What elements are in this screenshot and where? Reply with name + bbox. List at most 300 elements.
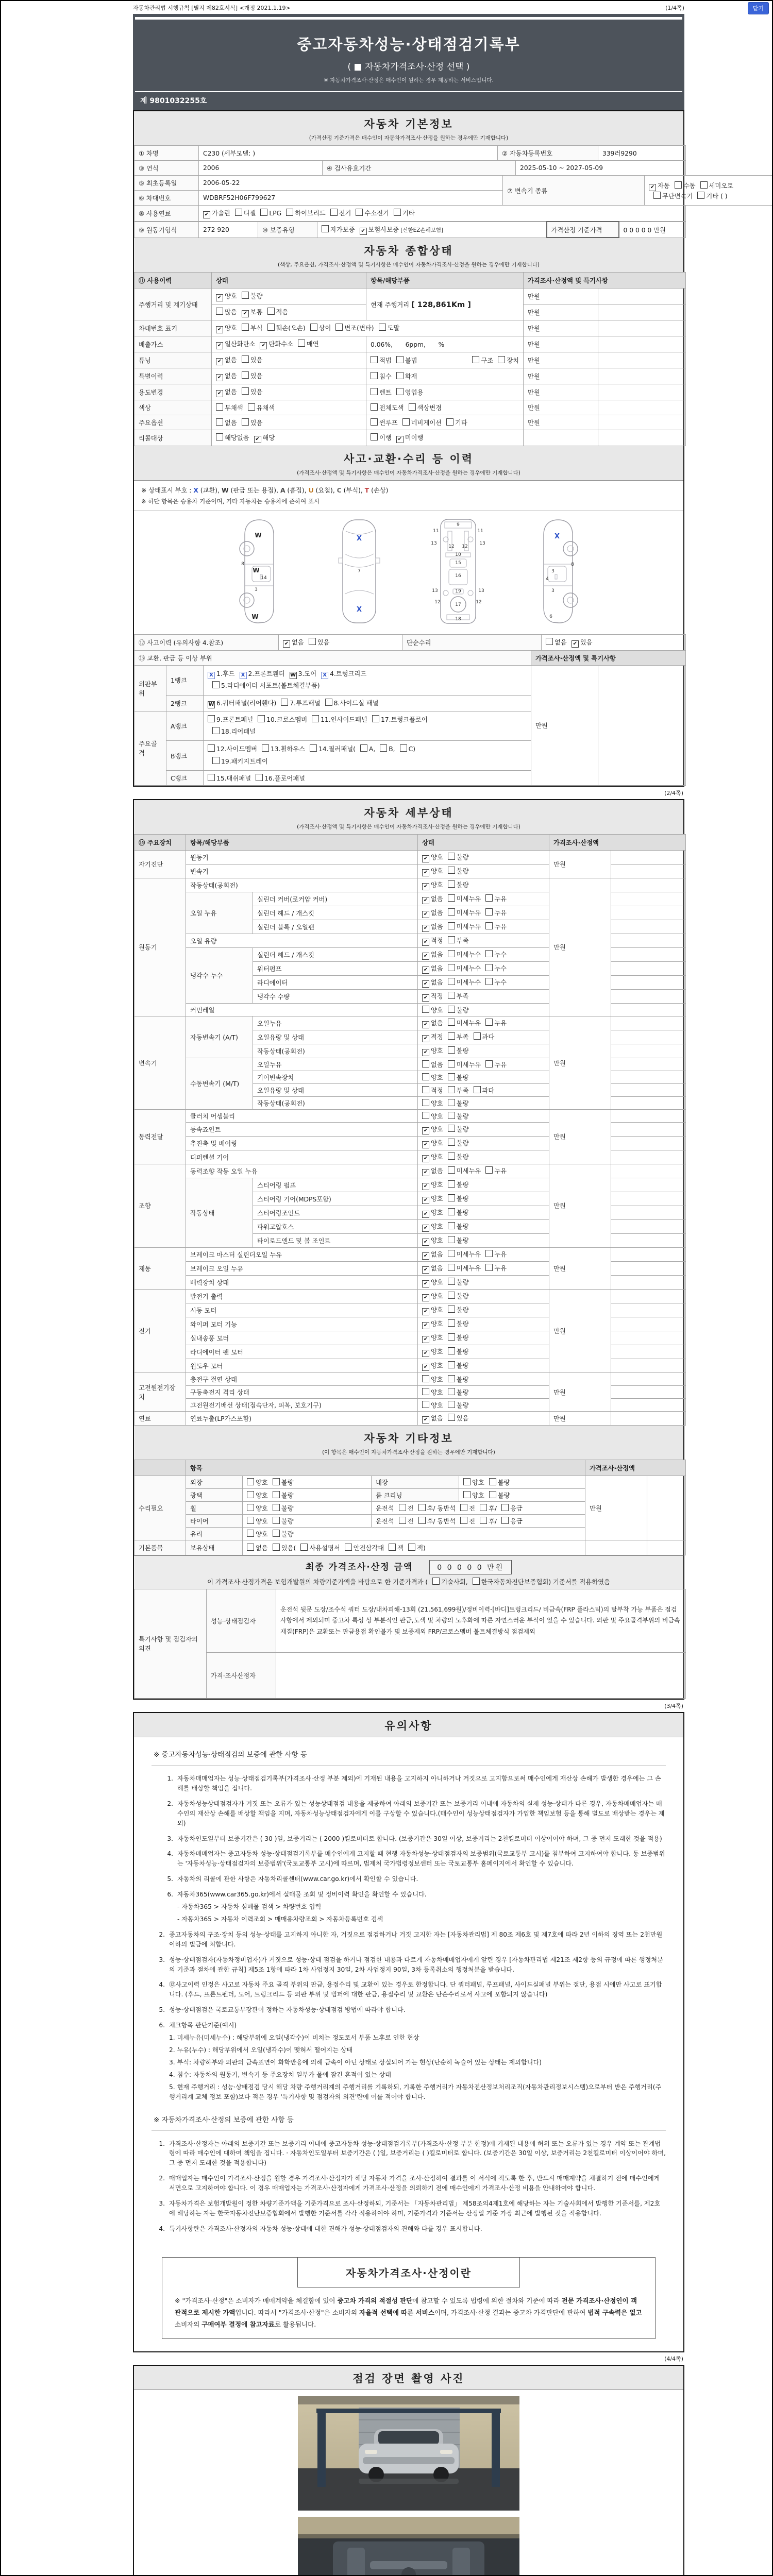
checkbox[interactable]	[247, 1504, 254, 1511]
checkbox[interactable]	[448, 1401, 455, 1408]
remark-cell	[611, 1192, 686, 1206]
checkbox[interactable]	[448, 1019, 455, 1026]
state-options	[418, 1096, 549, 1109]
checkbox[interactable]	[242, 387, 249, 395]
checkbox[interactable]	[422, 1112, 429, 1119]
checkbox[interactable]	[448, 1347, 455, 1354]
checkbox[interactable]: ✔	[216, 326, 223, 333]
checkbox[interactable]	[448, 1388, 455, 1395]
checkbox[interactable]: ✔	[396, 436, 404, 443]
checkbox[interactable]	[448, 1236, 455, 1243]
checkbox-label: 한국자동차진단보증협회	[481, 1578, 549, 1586]
checkbox[interactable]: ✔	[572, 640, 579, 648]
checkbox[interactable]	[208, 715, 215, 722]
checkbox[interactable]	[380, 744, 387, 752]
checkbox[interactable]	[485, 922, 493, 929]
checkbox[interactable]	[389, 1544, 396, 1551]
state-options	[418, 1136, 549, 1150]
checkbox[interactable]	[262, 744, 269, 752]
checkbox[interactable]	[256, 774, 263, 781]
checkbox[interactable]: ✔	[422, 1049, 429, 1056]
notice-item	[160, 1834, 666, 1844]
checkbox[interactable]	[501, 1517, 509, 1524]
glass-label: 유리	[186, 1527, 243, 1540]
checkbox[interactable]: X	[208, 672, 215, 679]
checkbox[interactable]	[448, 1306, 455, 1313]
checkbox[interactable]: ✔	[422, 1294, 429, 1301]
checkbox[interactable]	[480, 1517, 487, 1524]
checkbox[interactable]	[216, 433, 223, 440]
checkbox[interactable]	[409, 403, 416, 411]
checkbox[interactable]	[446, 418, 453, 426]
checkbox[interactable]	[489, 1478, 496, 1485]
checkbox[interactable]	[474, 1032, 481, 1040]
checkbox[interactable]	[372, 715, 379, 722]
checkbox[interactable]	[273, 1544, 280, 1551]
checkbox[interactable]	[489, 1491, 496, 1498]
checkbox[interactable]	[247, 1491, 254, 1498]
item-label: 기어변속장치	[253, 1071, 418, 1083]
checkbox[interactable]	[448, 908, 455, 916]
checkbox[interactable]	[653, 192, 661, 199]
checkbox[interactable]	[463, 1478, 470, 1485]
checkbox[interactable]	[281, 699, 288, 706]
item-label: 작동상태(공회전)	[186, 878, 418, 892]
checkbox[interactable]	[242, 355, 249, 363]
item-label: 고전원전기배선 상태(접속단자, 피복, 보호기구)	[186, 1398, 418, 1411]
checkbox[interactable]	[448, 1073, 455, 1080]
checkbox[interactable]	[335, 324, 343, 331]
checkbox[interactable]	[448, 1208, 455, 1215]
checkbox[interactable]: ✔	[422, 994, 429, 1002]
checkbox[interactable]	[448, 1060, 455, 1067]
checkbox[interactable]	[485, 1019, 493, 1026]
checkbox[interactable]	[242, 292, 249, 299]
checkbox[interactable]	[448, 1153, 455, 1160]
checkbox[interactable]: ✔	[422, 855, 429, 862]
section-note: (가격조사·산정액 및 특기사항은 매수인이 자동차가격조사·산정을 원하는 경우에만 기재합니다)	[297, 823, 520, 830]
checkbox[interactable]	[448, 1032, 455, 1040]
checkbox[interactable]	[422, 1375, 429, 1382]
checkbox[interactable]: ✔	[260, 342, 267, 349]
checkbox[interactable]	[448, 1180, 455, 1188]
checkbox[interactable]	[448, 1006, 455, 1013]
checkbox-label: 양호	[431, 1348, 443, 1355]
checkbox-label: 후	[427, 1504, 433, 1512]
notice-item-number: 2.	[159, 2175, 165, 2182]
checkbox[interactable]	[448, 950, 455, 957]
warranty-options	[317, 222, 547, 238]
checkbox[interactable]	[273, 1478, 280, 1485]
title-divider	[135, 17, 682, 20]
detail-row	[135, 1289, 686, 1303]
checkbox[interactable]	[448, 1112, 455, 1119]
diagram-mark: 11	[433, 528, 439, 534]
checkbox[interactable]	[273, 1491, 280, 1498]
checkbox[interactable]	[448, 1292, 455, 1299]
checkbox[interactable]	[396, 356, 404, 363]
checkbox[interactable]	[432, 1578, 440, 1585]
checkbox[interactable]	[472, 356, 479, 363]
main-option-detail	[366, 415, 524, 430]
checkbox[interactable]: ✔	[422, 883, 429, 890]
checkbox-label: 불량	[281, 1530, 294, 1538]
checkbox[interactable]	[485, 1166, 493, 1174]
checkbox[interactable]	[399, 1517, 406, 1524]
checkbox[interactable]	[247, 1478, 254, 1485]
checkbox[interactable]	[208, 744, 215, 752]
checkbox[interactable]	[460, 1504, 467, 1511]
checkbox[interactable]	[448, 922, 455, 929]
page-marker-2: (2/4쪽)	[664, 789, 683, 796]
checkbox[interactable]	[379, 324, 386, 331]
checkbox[interactable]	[418, 1517, 426, 1524]
checkbox[interactable]	[501, 1504, 509, 1511]
checkbox[interactable]: W	[290, 672, 296, 678]
checkbox[interactable]	[345, 1544, 352, 1551]
checkbox[interactable]	[371, 418, 378, 426]
checkbox[interactable]	[474, 1086, 481, 1093]
checkbox[interactable]	[448, 853, 455, 860]
checkbox[interactable]: ✔	[422, 1197, 429, 1204]
diagram-top-view	[328, 517, 390, 628]
checkbox[interactable]: X	[240, 672, 247, 679]
checkbox[interactable]: ✔	[203, 211, 210, 218]
checkbox[interactable]	[448, 1333, 455, 1341]
checkbox-label: 전체도색	[379, 404, 404, 412]
checkbox[interactable]: ✔	[360, 228, 367, 235]
checkbox[interactable]: ✔	[254, 436, 261, 443]
checkbox[interactable]: ✔	[422, 1155, 429, 1162]
diagram-mark: X	[356, 534, 362, 543]
checkbox[interactable]	[448, 1139, 455, 1146]
item-label: 냉각수 수량	[253, 989, 418, 1003]
checkbox[interactable]	[463, 1491, 470, 1498]
checkbox[interactable]: ✔	[422, 925, 429, 932]
checkbox[interactable]	[402, 418, 410, 426]
checkbox-label: 불량	[456, 1362, 469, 1369]
checkbox[interactable]	[448, 1099, 455, 1106]
checkbox[interactable]: ✔	[422, 953, 429, 960]
text-token: U	[308, 487, 314, 494]
checkbox[interactable]: ✔	[422, 1183, 429, 1190]
checkbox[interactable]	[448, 978, 455, 985]
checkbox[interactable]	[448, 1250, 455, 1257]
checkbox[interactable]	[422, 1073, 429, 1080]
checkbox[interactable]	[448, 1166, 455, 1174]
checkbox[interactable]	[247, 1544, 254, 1551]
frame-group-label: 주요골격	[135, 711, 166, 785]
checkbox[interactable]	[267, 308, 275, 315]
checkbox[interactable]	[396, 388, 404, 395]
checkbox[interactable]	[235, 209, 242, 216]
price-cell: 만원	[524, 336, 598, 352]
checkbox[interactable]	[422, 1401, 429, 1408]
checkbox[interactable]: ✔	[422, 1239, 429, 1246]
checkbox[interactable]: ✔	[422, 1266, 429, 1274]
checkbox[interactable]	[360, 744, 367, 752]
checkbox[interactable]: ✔	[422, 1127, 429, 1134]
checkbox[interactable]	[422, 1086, 429, 1093]
checkbox[interactable]	[448, 1319, 455, 1327]
checkbox[interactable]: ✔	[422, 1416, 429, 1423]
checkbox[interactable]	[212, 681, 220, 688]
checkbox[interactable]	[371, 403, 378, 411]
checkbox-label: 과다	[482, 1033, 495, 1041]
checkbox[interactable]	[675, 181, 682, 189]
checkbox[interactable]: ✔	[649, 184, 656, 191]
checkbox[interactable]	[216, 308, 223, 315]
checkbox-label: 없음	[431, 951, 443, 958]
tire-label: 타이어	[186, 1514, 243, 1527]
diagram-mark: W	[251, 613, 259, 620]
device-group-label: 연료	[135, 1411, 186, 1425]
checkbox[interactable]	[212, 727, 220, 734]
special-history-label: 특별이력	[135, 368, 212, 384]
checkbox[interactable]	[408, 1544, 415, 1551]
device-group-label: 자기진단	[135, 850, 186, 878]
checkbox[interactable]	[485, 908, 493, 916]
diagram-mark: 4	[546, 576, 549, 582]
checkbox[interactable]: ✔	[422, 1169, 429, 1176]
checkbox[interactable]	[485, 978, 493, 985]
usage-change-label: 용도변경	[135, 384, 212, 400]
diagram-mark: 8	[241, 561, 244, 567]
checkbox[interactable]	[448, 1278, 455, 1285]
checkbox[interactable]: ✔	[216, 374, 223, 381]
checkbox[interactable]: ✔	[422, 869, 429, 876]
checkbox[interactable]	[448, 880, 455, 888]
checkbox[interactable]: ✔	[422, 1211, 429, 1218]
definition-title: 자동차가격조사·산정이란	[297, 2257, 520, 2287]
checkbox[interactable]	[485, 964, 493, 971]
checkbox[interactable]: ✔	[422, 911, 429, 918]
document-meta-line	[133, 3, 684, 14]
checkbox[interactable]	[473, 1578, 480, 1585]
checkbox[interactable]: ✔	[242, 310, 249, 317]
checkbox[interactable]: ✔	[422, 1280, 429, 1287]
checkbox[interactable]	[248, 403, 255, 411]
checkbox[interactable]	[298, 340, 305, 347]
item-label: 배력장치 상태	[186, 1275, 418, 1289]
checkbox[interactable]: ✔	[422, 1021, 429, 1028]
checkbox[interactable]	[273, 1504, 280, 1511]
checkbox-label: 미세누유	[456, 1250, 481, 1258]
checkbox[interactable]	[485, 1250, 493, 1257]
price-cell: 만원	[524, 320, 598, 336]
checkbox[interactable]	[356, 209, 363, 216]
checkbox-label: 14.필러패널	[318, 745, 354, 753]
checkbox[interactable]: ✔	[422, 1322, 429, 1329]
item-label: 브레이크 마스터 실린더오일 누유	[186, 1247, 418, 1261]
table-row-color	[135, 400, 686, 415]
checkbox[interactable]	[371, 433, 378, 440]
checkbox[interactable]	[242, 418, 249, 426]
checkbox-label: 있음	[281, 1544, 294, 1552]
rankA-label: A랭크	[166, 711, 204, 741]
checkbox-label: 없음	[256, 1544, 268, 1552]
checkbox[interactable]: ✔	[422, 939, 429, 946]
checkbox[interactable]: W	[208, 701, 214, 707]
fuel-options	[199, 206, 686, 222]
checkbox[interactable]: ✔	[283, 640, 290, 648]
checkbox[interactable]	[247, 1530, 254, 1537]
close-button[interactable]: 닫기	[748, 2, 769, 14]
checkbox[interactable]	[546, 638, 553, 645]
checkbox[interactable]: ✔	[422, 1350, 429, 1357]
checkbox[interactable]	[422, 1388, 429, 1395]
checkbox[interactable]	[267, 324, 275, 331]
checkbox[interactable]: ✔	[216, 342, 223, 349]
definition-segment: 법적 구속력은 없고	[587, 2308, 642, 2316]
checkbox[interactable]	[498, 356, 505, 363]
checkbox[interactable]	[485, 1264, 493, 1271]
checkbox[interactable]: ✔	[422, 1141, 429, 1148]
checkbox-label: 불량	[456, 1306, 469, 1314]
diagram-mark: 12	[434, 599, 441, 605]
checkbox-label: 없음	[225, 388, 237, 396]
checkbox[interactable]	[300, 1544, 308, 1551]
checkbox[interactable]	[448, 1375, 455, 1382]
checkbox[interactable]	[273, 1530, 280, 1537]
block-page2	[133, 799, 684, 1700]
checkbox[interactable]	[247, 1517, 254, 1524]
checkbox[interactable]	[448, 964, 455, 971]
checkbox[interactable]	[242, 324, 249, 331]
col-price: 가격조사·산정액	[549, 834, 686, 850]
price-cell: 만원	[549, 1016, 611, 1109]
checkbox[interactable]	[422, 1006, 429, 1013]
checkbox[interactable]	[448, 1046, 455, 1054]
notice-item-number: 4.	[159, 1981, 165, 1989]
remark-cell	[598, 336, 686, 352]
checkbox[interactable]	[312, 715, 319, 722]
definition-segment: 입니다. 따라서 "가격조사·산정"은 소비자의	[235, 2308, 360, 2316]
checkbox[interactable]: ✔	[422, 1035, 429, 1042]
item-label: 오일유량 및 상태	[253, 1083, 418, 1096]
checkbox[interactable]	[310, 324, 317, 331]
checkbox[interactable]	[460, 1517, 467, 1524]
checkbox[interactable]	[448, 1361, 455, 1368]
checkbox[interactable]	[697, 192, 704, 199]
checkbox[interactable]	[485, 1060, 493, 1067]
checkbox[interactable]	[448, 1125, 455, 1132]
checkbox[interactable]	[260, 209, 267, 216]
checkbox[interactable]	[322, 225, 329, 232]
checkbox[interactable]	[448, 894, 455, 902]
state-options	[418, 975, 549, 989]
checkbox[interactable]	[371, 356, 378, 363]
checkbox[interactable]: ✔	[422, 897, 429, 904]
checkbox[interactable]	[448, 1414, 455, 1421]
table-row-exterior-interior	[135, 1476, 686, 1488]
checkbox[interactable]	[485, 950, 493, 957]
holding-state-label: 보유상태	[186, 1540, 243, 1555]
price-cell: 만원	[549, 878, 611, 1016]
checkbox[interactable]	[216, 403, 223, 411]
checkbox[interactable]: ✔	[216, 358, 223, 365]
checkbox[interactable]	[700, 181, 708, 189]
checkbox[interactable]	[394, 209, 401, 216]
checkbox-label: 기타	[402, 210, 415, 217]
diagram-mark: 9	[457, 522, 460, 528]
checkbox[interactable]	[448, 1086, 455, 1093]
checkbox[interactable]	[330, 209, 338, 216]
notice-item	[152, 1980, 666, 1999]
price-cell: 만원	[524, 352, 598, 368]
checkbox[interactable]	[480, 1504, 487, 1511]
checkbox[interactable]	[448, 867, 455, 874]
checkbox-label: 응급	[510, 1504, 523, 1512]
legend-line-1	[141, 485, 676, 496]
checkbox[interactable]	[286, 209, 293, 216]
checkbox[interactable]	[396, 372, 404, 379]
checkbox[interactable]	[448, 1194, 455, 1201]
detail-row	[135, 1164, 686, 1178]
checkbox-label: 누수	[494, 951, 507, 958]
checkbox[interactable]: ✔	[422, 1252, 429, 1260]
checkbox[interactable]	[485, 894, 493, 902]
checkbox[interactable]	[448, 1222, 455, 1229]
checkbox[interactable]	[310, 744, 317, 752]
notice-item	[152, 2139, 666, 2168]
notice-subheading: ※ 중고자동차성능·상태점검의 보증에 관한 사항 등	[152, 1742, 666, 1766]
notice-item-number: 4.	[167, 1850, 173, 1858]
checkbox-label: 미세누유	[456, 1167, 481, 1175]
checkbox[interactable]	[258, 715, 265, 722]
checkbox[interactable]	[399, 1504, 406, 1511]
remark-cell	[611, 1359, 686, 1372]
checkbox[interactable]: ✔	[216, 294, 223, 301]
checkbox[interactable]: ✔	[422, 1336, 429, 1343]
state-options	[418, 1058, 549, 1071]
checkbox[interactable]	[371, 388, 378, 395]
checkbox-label: 불량	[456, 1388, 469, 1396]
diagram-mark: 3	[255, 587, 258, 592]
checkbox[interactable]: ✔	[422, 967, 429, 974]
checkbox-label: 해당없음	[225, 434, 249, 442]
checkbox[interactable]	[422, 1099, 429, 1106]
checkbox[interactable]	[309, 638, 316, 645]
checkbox-label: 없음	[431, 1264, 443, 1272]
checkbox[interactable]	[216, 418, 223, 426]
checkbox[interactable]	[212, 757, 220, 764]
checkbox-label: 불량	[456, 1181, 469, 1189]
checkbox[interactable]	[242, 371, 249, 379]
checkbox[interactable]: ✔	[422, 1308, 429, 1315]
checkbox[interactable]	[422, 1060, 429, 1067]
checkbox[interactable]	[273, 1517, 280, 1524]
checkbox[interactable]	[448, 992, 455, 999]
checkbox[interactable]: ✔	[216, 390, 223, 397]
checkbox[interactable]	[418, 1504, 426, 1511]
checkbox[interactable]	[371, 372, 378, 379]
checkbox[interactable]	[448, 936, 455, 943]
checkbox[interactable]: ✔	[422, 1364, 429, 1371]
table-row-mileage	[135, 289, 686, 304]
overall-state-table	[134, 272, 686, 446]
text-token: ) 기준서를 적용하였음	[548, 1578, 610, 1586]
checkbox[interactable]	[325, 699, 332, 706]
checkbox[interactable]: ✔	[422, 980, 429, 988]
checkbox[interactable]: X	[321, 672, 328, 679]
checkbox[interactable]: ✔	[422, 1225, 429, 1232]
state-options	[418, 989, 549, 1003]
checkbox[interactable]	[208, 774, 215, 781]
checkbox[interactable]	[448, 1264, 455, 1271]
text-token: / 동반석	[433, 1517, 456, 1525]
checkbox[interactable]	[400, 744, 407, 752]
